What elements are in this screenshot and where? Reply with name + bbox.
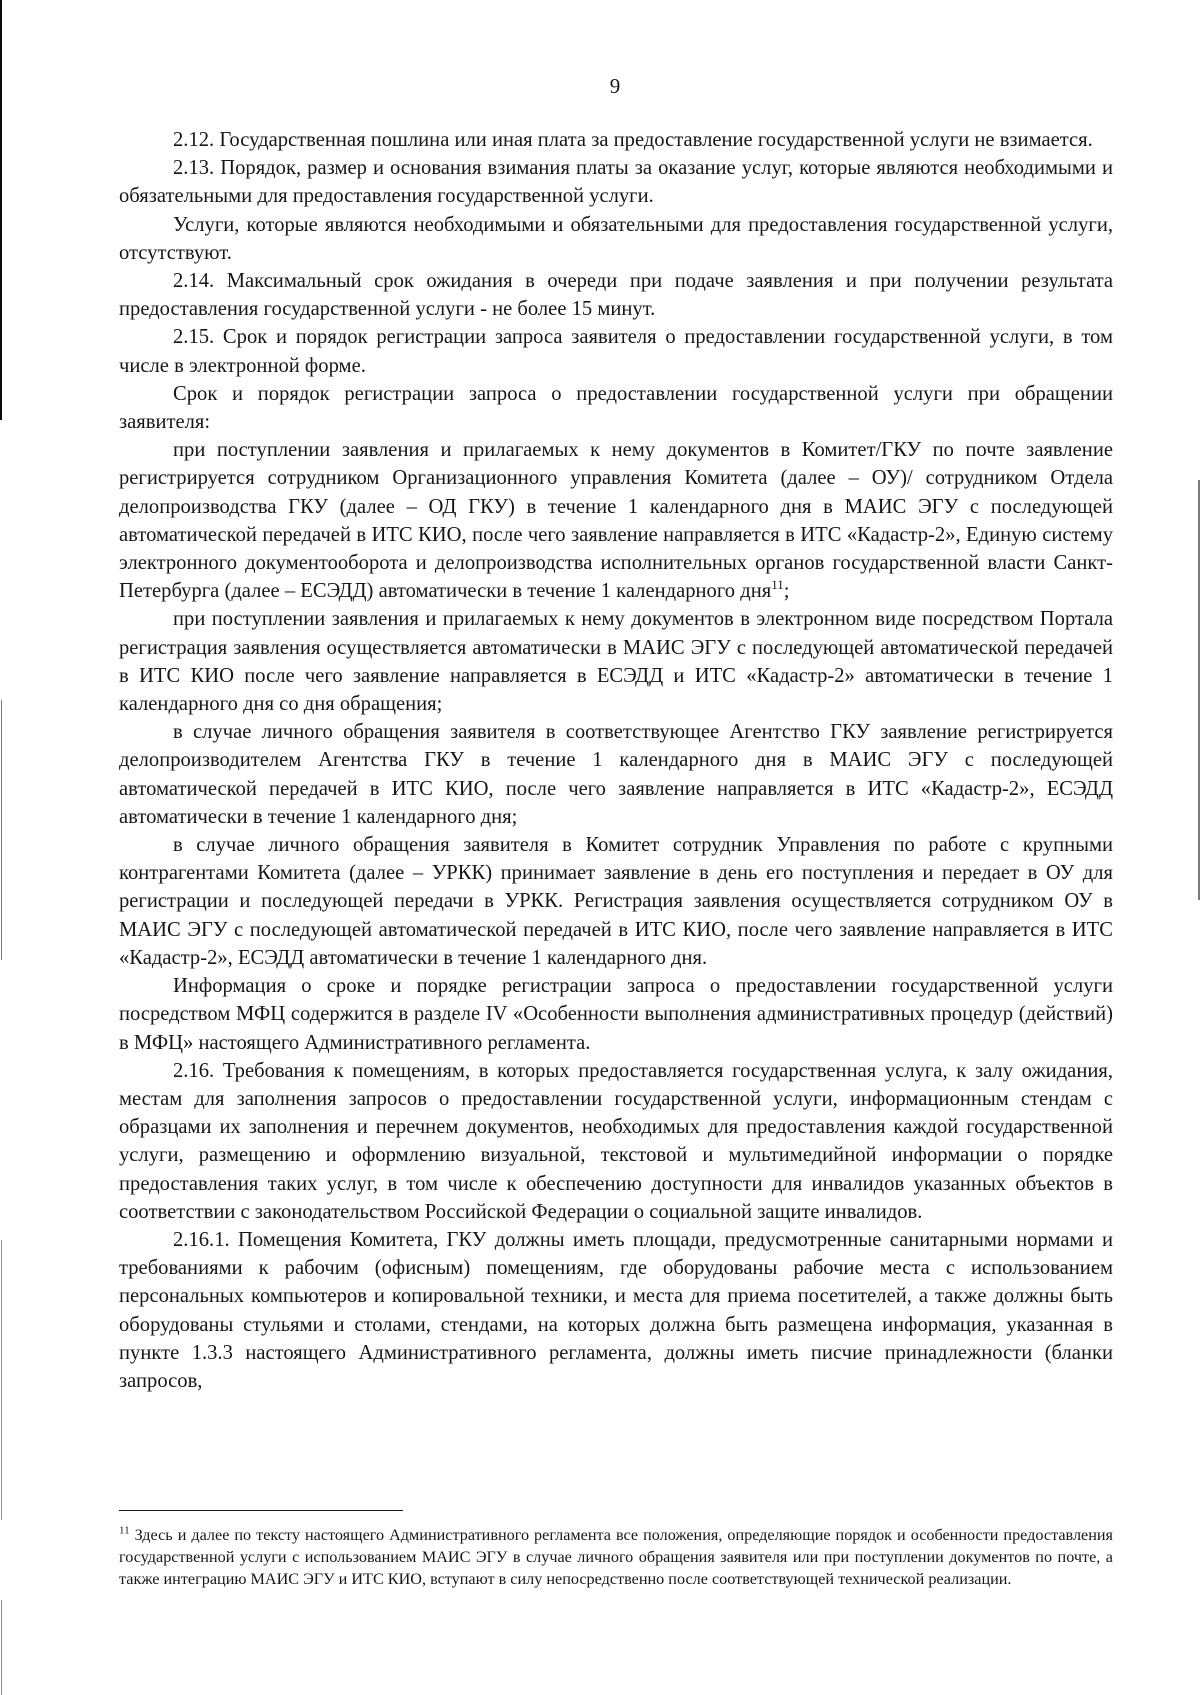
paragraph-2-15: 2.15. Срок и порядок регистрации запроса заявителя о предоставлении государственной услуги, в том числе в электронной форме. xyxy=(119,326,1113,377)
footnote xyxy=(119,1525,1113,1590)
footnote-divider xyxy=(119,1510,403,1511)
page-number: 9 xyxy=(609,74,621,98)
document-body xyxy=(119,126,1113,1395)
paragraph-2-12: 2.12. Государственная пошлина или иная плата за предоставление государственной услуги не взимается. xyxy=(173,129,1093,151)
scan-edge-artifact xyxy=(1,1600,2,1695)
paragraph-services: Услуги, которые являются необходимыми и обязательными для предоставления государственной услуги, отсутствуют. xyxy=(119,213,1113,264)
paragraph-by-mail-end: ; xyxy=(783,580,790,603)
paragraph-electronic: при поступлении заявления и прилагаемых к нему документов в электронном виде посредством Портала регистрация заявления осуществляется автоматически в МАИС ЭГУ с последующей автоматической передачей в ИТС КИО после чего заявление направляется в ЕСЭДД и ИТС «Кадастр-2» автоматически в течение 1 календарного дня со дня обращения; xyxy=(119,608,1113,716)
paragraph-2-13: 2.13. Порядок, размер и основания взимания платы за оказание услуг, которые являются необходимыми и обязательными для предоставления государственной услуги. xyxy=(119,157,1113,208)
scan-edge-artifact xyxy=(1,1240,2,1520)
scan-edge-artifact xyxy=(1,700,2,960)
footnote-number: 11 xyxy=(119,1524,130,1537)
paragraph-2-14: 2.14. Максимальный срок ожидания в очереди при подаче заявления и при получении результата предоставления государственной услуги - не более 15 минут. xyxy=(119,270,1113,321)
paragraph-by-mail xyxy=(119,436,1113,605)
paragraph-2-16-1: 2.16.1. Помещения Комитета, ГКУ должны иметь площади, предусмотренные санитарными нормами и требованиями к рабочим (офисным) помещениям, где оборудованы рабочие места с использованием персональных компьютеров и копировальной техники, и места для приема посетителей, а также должны быть оборудованы стульями и столами, стендами, на которых должна быть размещена информация, указанная в пункте 1.3.3 настоящего Административного регламента, должны иметь писчие принадлежности (бланки запросов, xyxy=(119,1228,1113,1392)
footnote-reference[interactable]: 11 xyxy=(771,577,784,593)
scan-edge-artifact xyxy=(0,0,2,420)
paragraph-agency-visit: в случае личного обращения заявителя в соответствующее Агентство ГКУ заявление регистрируется делопроизводителем Агентства ГКУ в течение 1 календарного дня в МАИС ЭГУ с последующей автоматической передачей в ИТС КИО, после чего заявление направляется в ИТС «Кадастр-2», ЕСЭДД автоматически в течение 1 календарного дня; xyxy=(119,721,1113,828)
paragraph-mfc-info: Информация о сроке и порядке регистрации запроса о предоставлении государственной услуги посредством МФЦ содержится в разделе IV «Особенности выполнения административных процедур (действий) в МФЦ» настоящего Административного регламента. xyxy=(119,975,1113,1054)
paragraph-by-mail-text: при поступлении заявления и прилагаемых к нему документов в Комитет/ГКУ по почте заявление регистрируется сотрудником Организационного управления Комитета (далее – ОУ)/ сотрудником Отдела делопроизводства ГКУ (далее – ОД ГКУ) в течение 1 календарного дня в МАИС ЭГУ с последующей автоматической передачей в ИТС КИО, после чего заявление направляется в ИТС «Кадастр-2», Единую систему электронного документооборота и делопроизводства исполнительных органов государственной власти Санкт-Петербурга (далее – ЕСЭДД) автоматически в течение 1 календарного дня xyxy=(119,439,1113,603)
paragraph-committee-visit: в случае личного обращения заявителя в Комитет сотрудник Управления по работе с крупными контрагентами Комитета (далее – УРКК) принимает заявление в день его поступления и передает в ОУ для регистрации и последующей передачи в УРКК. Регистрация заявления осуществляется сотрудником ОУ в МАИС ЭГУ с последующей автоматической передачей в ИТС КИО, после чего заявление направляется в ИТС «Кадастр-2», ЕСЭДД автоматически в течение 1 календарного дня. xyxy=(119,834,1113,969)
footnote-text: Здесь и далее по тексту настоящего Административного регламента все положения, определяющие порядок и особенности предоставления государственной услуги с использованием МАИС ЭГУ в случае личного обращения заявителя или при поступлении документов по почте, а также интеграцию МАИС ЭГУ и ИТС КИО, вступают в силу непосредственно после соответствующей технической реализации. xyxy=(119,1526,1113,1588)
paragraph-2-16: 2.16. Требования к помещениям, в которых предоставляется государственная услуга, к залу ожидания, местам для заполнения запросов о предоставлении государственной услуги, информационным стендам с образцами их заполнения и перечнем документов, необходимых для предоставления каждой государственной услуги, размещению и оформлению визуальной, текстовой и мультимедийной информации о порядке предоставления таких услуг, в том числе к обеспечению доступности для инвалидов указанных объектов в соответствии с законодательством Российской Федерации о социальной защите инвалидов. xyxy=(119,1059,1113,1223)
paragraph-registration-terms: Срок и порядок регистрации запроса о предоставлении государственной услуги при обращении заявителя: xyxy=(119,382,1113,434)
